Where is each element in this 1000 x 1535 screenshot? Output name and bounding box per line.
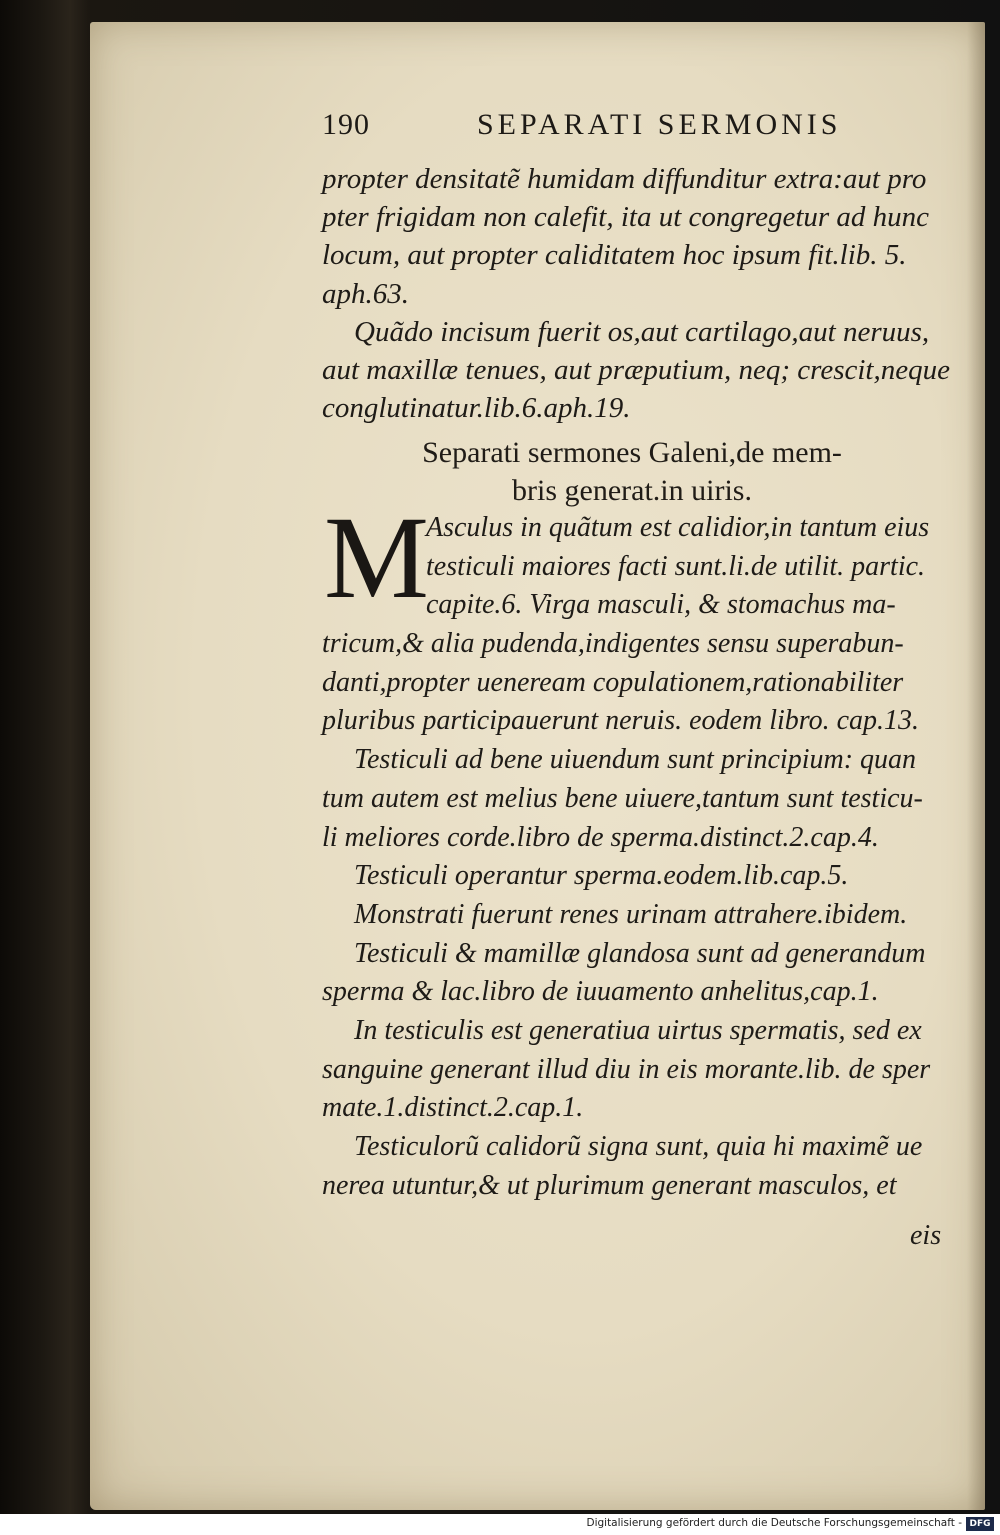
text-line: locum, aut propter caliditatem hoc ipsum fit.lib. 5.	[322, 239, 907, 272]
text-line: Testiculi & mamillæ glandosa sunt ad generandum	[354, 937, 926, 969]
text-line: Testiculorũ calidorũ signa sunt, quia hi maximẽ ue	[354, 1131, 923, 1162]
text-line: testiculi maiores facti sunt.li.de utilit. partic.	[426, 550, 926, 582]
text-block-body	[322, 509, 962, 1205]
dfg-logo-icon: DFG	[966, 1517, 994, 1531]
heading-line: bris generat.in uiris.	[512, 474, 752, 507]
text-line: pluribus participauerunt neruis. eodem libro. cap.13.	[322, 705, 920, 737]
page-number: 190	[322, 108, 370, 141]
text-line: tricum,& alia pudenda,indigentes sensu superabun-	[322, 628, 904, 660]
text-line: In testiculis est generatiua uirtus spermatis, sed ex	[354, 1014, 922, 1046]
text-block-top	[322, 160, 962, 427]
text-line: sanguine generant illud diu in eis morante.lib. de sper	[322, 1053, 931, 1085]
text-line: Asculus in quãtum est calidior,in tantum eius	[426, 512, 930, 543]
text-line: Monstrati fuerunt renes urinam attrahere.ibidem.	[354, 898, 908, 930]
text-line: danti,propter ueneream copulationem,rationabiliter	[322, 666, 904, 698]
page-edge-shadow	[967, 22, 985, 1510]
drop-cap-initial: M	[324, 492, 429, 623]
text-line: capite.6. Virga masculi, & stomachus ma-	[426, 589, 896, 621]
text-line: Quãdo incisum fuerit os,aut cartilago,aut neruus,	[354, 315, 930, 348]
text-line: mate.1.distinct.2.cap.1.	[322, 1092, 584, 1124]
text-line: tum autem est melius bene uiuere,tantum sunt testicu-	[322, 782, 923, 814]
text-line: conglutinatur.lib.6.aph.19.	[322, 392, 631, 425]
footer-credit: Digitalisierung gefördert durch die Deutsche Forschungsgemeinschaft -	[586, 1517, 962, 1529]
text-line: pter frigidam non calefit, ita ut congregetur ad hunc	[322, 201, 930, 234]
text-line: aph.63.	[322, 277, 409, 310]
running-head	[322, 108, 892, 148]
digitization-footer	[0, 1514, 1000, 1535]
heading-line: Separati sermones Galeni,de mem-	[422, 436, 842, 469]
text-line: nerea utuntur,& ut plurimum generant masculos, et	[322, 1169, 897, 1201]
running-title: SEPARATI SERMONIS	[477, 108, 842, 141]
text-line: Testiculi operantur sperma.eodem.lib.cap.5.	[354, 860, 849, 892]
text-line: sperma & lac.libro de iuuamento anhelitus,cap.1.	[322, 976, 879, 1008]
catchword: eis	[910, 1220, 942, 1251]
text-line: Testiculi ad bene uiuendum sunt principium: quan	[354, 744, 917, 776]
text-line: propter densitatẽ humidam diffunditur extra:aut pro	[322, 163, 927, 195]
text-line: aut maxillæ tenues, aut præputium, neq; crescit,neque	[322, 353, 950, 386]
text-line: li meliores corde.libro de sperma.distinct.2.cap.4.	[322, 821, 879, 853]
